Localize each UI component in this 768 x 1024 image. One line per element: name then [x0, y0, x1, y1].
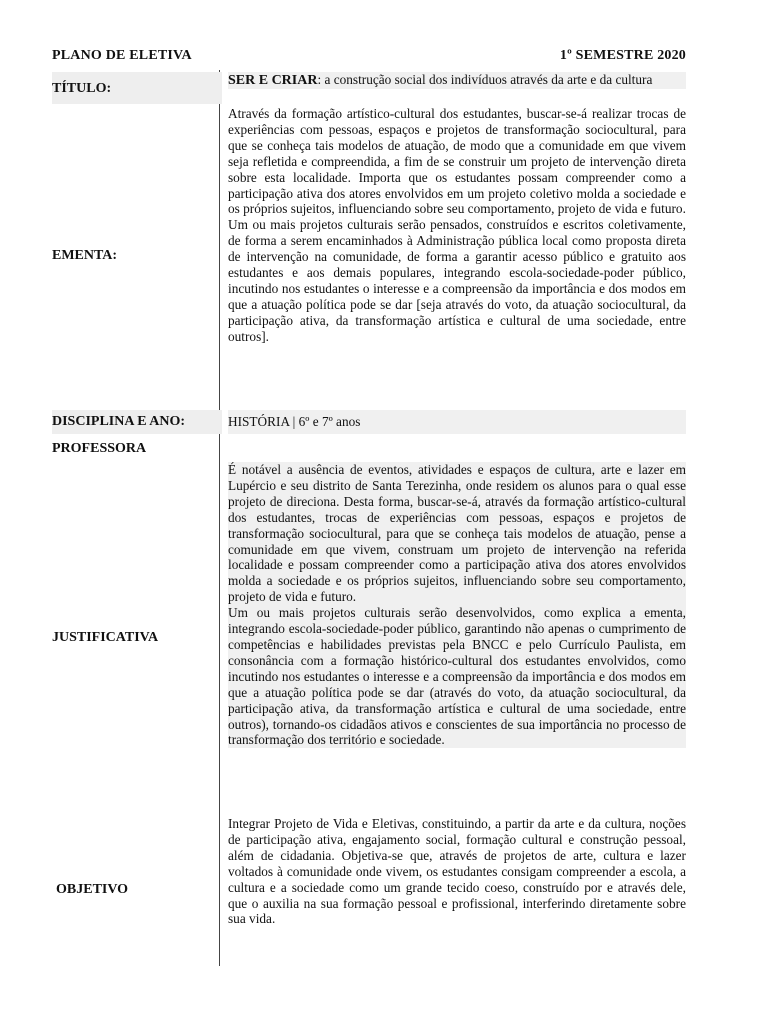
header-right: 1º SEMESTRE 2020 — [559, 48, 686, 63]
label-objetivo: OBJETIVO — [56, 882, 129, 897]
label-justificativa: JUSTIFICATIVA — [52, 630, 159, 645]
row-justificativa — [52, 462, 686, 814]
row-objetivo — [52, 816, 686, 966]
titulo-rest: : a construção social dos indivíduos através da arte e da cultura — [317, 72, 653, 87]
row-ementa — [52, 106, 686, 408]
value-ementa — [228, 106, 686, 345]
label-titulo: TÍTULO: — [52, 72, 222, 104]
header-left: PLANO DE ELETIVA — [52, 48, 192, 63]
label-ementa: EMENTA: — [52, 248, 118, 263]
justificativa-paragraph-2: Um ou mais projetos culturais serão desenvolvidos, como explica a ementa, integrando escola-sociedade-poder público, garantindo não apenas o cumprimento de competências e habilidades previstas pela BNCC e pelo Currículo Paulista, em consonância com a formação histórico-cultural dos estudantes envolvidos, como incutindo nos estudantes o interesse e a compreensão da importância e dos modos em que a atuação política pode se dar (através do voto, da atuação sociocultural, da participação ativa, da transformação artística e cultural de uma sociedade, entre outros), tornando-os cidadãos ativos e conscientes de sua importância no processo de transformação dos território e sociedade. — [228, 605, 686, 748]
titulo-bold: SER E CRIAR — [228, 73, 318, 88]
objetivo-paragraph-1: Integrar Projeto de Vida e Eletivas, constituindo, a partir da arte e da cultura, noções de participação ativa, engajamento social, formação cultural e construção pessoal, além de cidadania. Objetiva-se que, através de projetos de arte, cultura e lazer voltados à comunidade onde vivem, os estudantes consigam compreender a escola, a cultura e a sociedade como um grande tecido coeso, construído por e através dele, que o auxilia na sua formação pessoal e profissional, interferindo diretamente sobre sua vida. — [228, 816, 686, 927]
value-disciplina: HISTÓRIA | 6º e 7º anos — [228, 410, 686, 434]
value-titulo — [228, 72, 686, 89]
row-disciplina — [52, 410, 686, 434]
ementa-paragraph-1: Através da formação artístico-cultural dos estudantes, buscar-se-á realizar trocas de experiências com pessoas, espaços e projetos de transformação sociocultural, para que se conheça tais modelos de atuação, de modo que a comunidade em que vivem seja refletida e compreendida, a fim de se construir um projeto de intervenção direta sobre esta localidade. Importa que os estudantes possam compreender como a participação ativa dos atores envolvidos em um projeto coletivo molda a sociedade e os próprios sujeitos, influenciando sobre seu comportamento, projeto de vida e futuro. — [228, 106, 686, 217]
value-justificativa — [228, 462, 686, 748]
row-titulo — [52, 70, 686, 106]
value-objetivo — [228, 816, 686, 927]
label-disciplina: DISCIPLINA E ANO: — [52, 410, 222, 434]
justificativa-paragraph-1: É notável a ausência de eventos, atividades e espaços de cultura, arte e lazer em Lupércio e seu distrito de Santa Terezinha, onde residem os alunos para o qual esse projeto de direciona. Desta forma, buscar-se-á, através da formação artístico-cultural dos estudantes, trocas de experiências com pessoas, espaços e projetos de transformação sociocultural, para que se conheça tais modelos de atuação, pense a comunidade em que vivem, construam um projeto de intervenção na referida localidade e possam compreender como a participação ativa dos atores envolvidos molda a sociedade e os próprios sujeitos, influenciando sobre seu comportamento, projeto de vida e futuro. — [228, 462, 686, 605]
value-professora — [228, 436, 686, 460]
document-header — [52, 48, 686, 64]
ementa-paragraph-2: Um ou mais projetos culturais serão pensados, construídos e escritos coletivamente, de forma a serem encaminhados à Administração pública local como proposta direta de intervenção na comunidade, de forma a garantir acesso público e gratuito aos estudantes e aos demais populares, integrando escola-sociedade-poder público, incutindo nos estudantes o interesse e a compreensão da importância e dos modos em que a atuação política pode se dar [seja através do voto, da atuação sociocultural, da participação ativa, da transformação artística e cultural de uma sociedade, entre outros]. — [228, 217, 686, 344]
label-professora: PROFESSORA — [52, 441, 147, 456]
row-professora — [52, 436, 686, 460]
